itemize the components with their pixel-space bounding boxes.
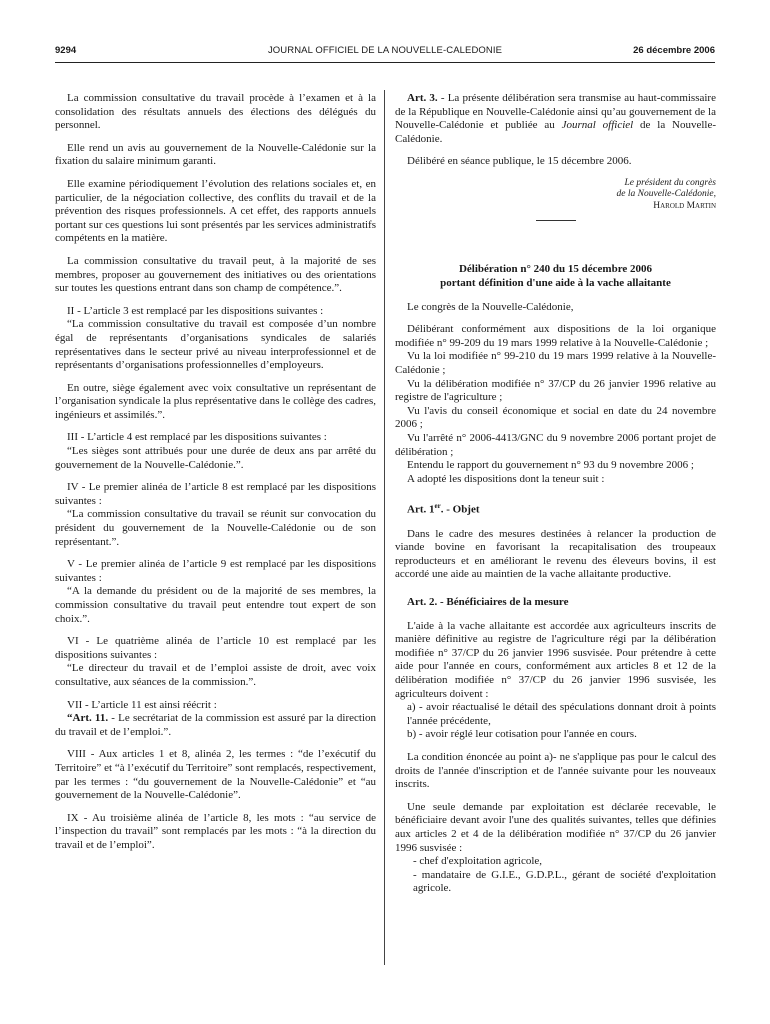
paragraph: Le congrès de la Nouvelle-Calédonie, — [407, 300, 574, 313]
visa: A adopté les dispositions dont la teneur suit : — [407, 472, 605, 485]
paragraph: IV - Le premier alinéa de l’article 8 est remplacé par les dispositions suivantes : — [55, 481, 376, 507]
paragraph: “Le directeur du travail et de l’emploi assiste de droit, avec voix consultative, aux séances de la commission.”. — [55, 662, 376, 688]
section-heading-superscript: er — [434, 502, 441, 511]
paragraph: La commission consultative du travail procède à l’examen et à la consolidation des résultats annuels des élections des délégués du personnel. — [55, 92, 376, 132]
section-heading-text: Art. 1 — [407, 504, 435, 517]
page-number: 9294 — [55, 45, 77, 56]
paragraph: V - Le premier alinéa de l’article 9 est remplacé par les dispositions suivantes : — [55, 558, 376, 584]
paragraph: La commission consultative du travail peut, à la majorité de ses membres, proposer au gouvernement des initiatives ou des orientations sur toutes les questions entrant dans son champ de compétence.”. — [55, 254, 376, 295]
page-header — [55, 45, 715, 61]
visa: Délibérant conformément aux dispositions de la loi organique modifiée n° 99-209 du 19 mars 1999 relative à la Nouvelle-Calédonie ; — [395, 323, 716, 349]
paragraph: En outre, siège également avec voix consultative un représentant de l’organisation syndicale la plus représentative dans le collège des cadres, ingénieurs et assimilés.”. — [55, 381, 376, 421]
paragraph: III - L’article 4 est remplacé par les dispositions suivantes : — [67, 431, 327, 444]
paragraph: La condition énoncée au point a)- ne s'applique pas pour le calcul des droits de l'année d'inscription et de l'année suivante pour les nouveaux inscrits. — [395, 750, 716, 791]
paragraph: L'aide à la vache allaitante est accordée aux agriculteurs inscrits de manière définitive au registre de l'agriculture régi par la délibération modifiée n° 37/CP du 26 janvier 1996 susvisée. Pour prétendre à cette aide pour l'année en cours, conformément aux articles 8 et 12 de la délibération modifiée n° 37/CP du 26 janvier 1996 susvisée, les agriculteurs doivent : — [395, 619, 716, 700]
paragraph: VIII - Aux articles 1 et 8, alinéa 2, les termes : “de l’exécutif du Territoire” et “à l’exécutif du Territoire” sont remplacés, respectivement, par les termes : “du gouvernement de la Nouvelle-Calédonie” et “au gouvernement de la Nouvelle-Calédonie”. — [55, 748, 376, 802]
paragraph — [395, 92, 716, 146]
section-heading: Art. 2. - Bénéficiaires de la mesure — [407, 596, 569, 608]
paragraph: “La commission consultative du travail est composée d’un nombre égal de représentants d’organisations syndicales de salariés représentatives dans le secteur privé au niveau interprofessionnel et de représentants d’organisations professionnelles d’employeurs. — [55, 318, 376, 372]
paragraph-text: - Le secrétariat de la commission est assuré par la direction du travail et de l’emploi.”. — [55, 712, 377, 738]
paragraph: Dans le cadre des mesures destinées à relancer la production de viande bovine en favorisant la recapitalisation des troupeaux reproducteurs et en améliorant le revenu des éleveurs bovins, il est accordé une aide au maintien de la vache allaitante productive. — [395, 527, 716, 581]
paragraph: IX - Au troisième alinéa de l’article 8, les mots : “au service de l’inspection du travail” sont remplacés par les mots : “à la direction du travail et de l’emploi”. — [55, 811, 376, 851]
right-column — [395, 92, 716, 896]
paragraph: Elle examine périodiquement l’évolution des relations sociales et, en particulier, de la négociation collective, des conflits du travail et de la prévention des risques professionnels. A cet effet, des rapports annuels portant sur ces questions lui sont présentés par les services administratifs compétents en la matière. — [55, 177, 376, 245]
list-item: - mandataire de G.I.E., G.D.P.L., gérant de société d'exploitation agricole. — [413, 868, 716, 895]
paragraph: “Les sièges sont attribués pour une durée de deux ans par arrêté du gouvernement de la Nouvelle-Calédonie.”. — [55, 445, 376, 471]
header-rule — [55, 62, 715, 63]
signature-block — [395, 178, 716, 213]
paragraph-text: de la Nouvelle-Calédonie. — [395, 119, 717, 145]
visa: Vu l'avis du conseil économique et social en date du 24 novembre 2006 ; — [395, 404, 716, 431]
deliberation-title — [395, 263, 716, 290]
list-item: a) - avoir réactualisé le détail des spéculations donnant droit à points l'année précédente, — [407, 701, 716, 727]
article-label: “Art. 11. — [67, 712, 109, 725]
visa: Vu la délibération modifiée n° 37/CP du 26 janvier 1996 relative au registre de l'agriculture ; — [395, 377, 716, 404]
paragraph: VI - Le quatrième alinéa de l’article 10 est remplacé par les dispositions suivantes : — [55, 635, 376, 661]
signatory-name: Harold Martin — [653, 200, 716, 211]
left-column — [55, 92, 376, 862]
journal-name: Journal officiel — [561, 119, 634, 132]
visa: Vu la loi modifiée n° 99-210 du 19 mars 1999 relative à la Nouvelle-Calédonie ; — [395, 350, 716, 377]
title-line: Délibération n° 240 du 15 décembre 2006 — [458, 263, 653, 276]
list-item: b) - avoir réglé leur cotisation pour l'année en cours. — [407, 728, 637, 741]
paragraph: II - L’article 3 est remplacé par les dispositions suivantes : — [67, 304, 324, 317]
paragraph: VII - L’article 11 est ainsi réécrit : — [67, 698, 217, 711]
article-label: Art. 3. — [407, 92, 438, 104]
title-line: portant définition d'une aide à la vache allaitante — [440, 277, 671, 290]
list-item: - chef d'exploitation agricole, — [413, 855, 543, 868]
paragraph: Une seule demande par exploitation est déclarée recevable, le bénéficiaire devant avoir l'une des qualités suivantes, telles que définies aux articles 2 et 4 de la délibération modifiée n° 37/CP du 26 janvier 1996 susvisée : — [395, 800, 716, 854]
paragraph: “A la demande du président ou de la majorité de ses membres, la commission consultative du travail peut entendre tout expert de son choix.”. — [55, 585, 376, 625]
separator-rule — [536, 220, 576, 221]
paragraph-text: - La présente délibération sera transmise au haut-commissaire de la République en Nouvelle-Calédonie ainsi qu’au gouvernement de la Nouvelle-Calédonie et publiée au — [395, 92, 716, 132]
journal-title: JOURNAL OFFICIEL DE LA NOUVELLE-CALEDONIE — [267, 45, 503, 56]
signature-title: de la Nouvelle-Calédonie, — [616, 189, 716, 200]
issue-date: 26 décembre 2006 — [633, 45, 715, 56]
signature-title: Le président du congrès — [624, 177, 716, 188]
section-heading-text: . - Objet — [440, 504, 480, 517]
section-heading — [407, 500, 716, 517]
paragraph: Délibéré en séance publique, le 15 décembre 2006. — [407, 155, 632, 168]
column-divider — [384, 90, 385, 965]
visa: Vu l'arrêté n° 2006-4413/GNC du 9 novembre 2006 portant projet de délibération ; — [395, 432, 716, 458]
paragraph: “La commission consultative du travail se réunit sur convocation du président du gouvernement de la Nouvelle-Calédonie ou de son représentant.”. — [55, 508, 376, 548]
visa: Entendu le rapport du gouvernement n° 93 du 9 novembre 2006 ; — [407, 459, 694, 472]
paragraph — [55, 712, 376, 739]
paragraph: Elle rend un avis au gouvernement de la Nouvelle-Calédonie sur la fixation du salaire minimum garanti. — [55, 141, 376, 168]
